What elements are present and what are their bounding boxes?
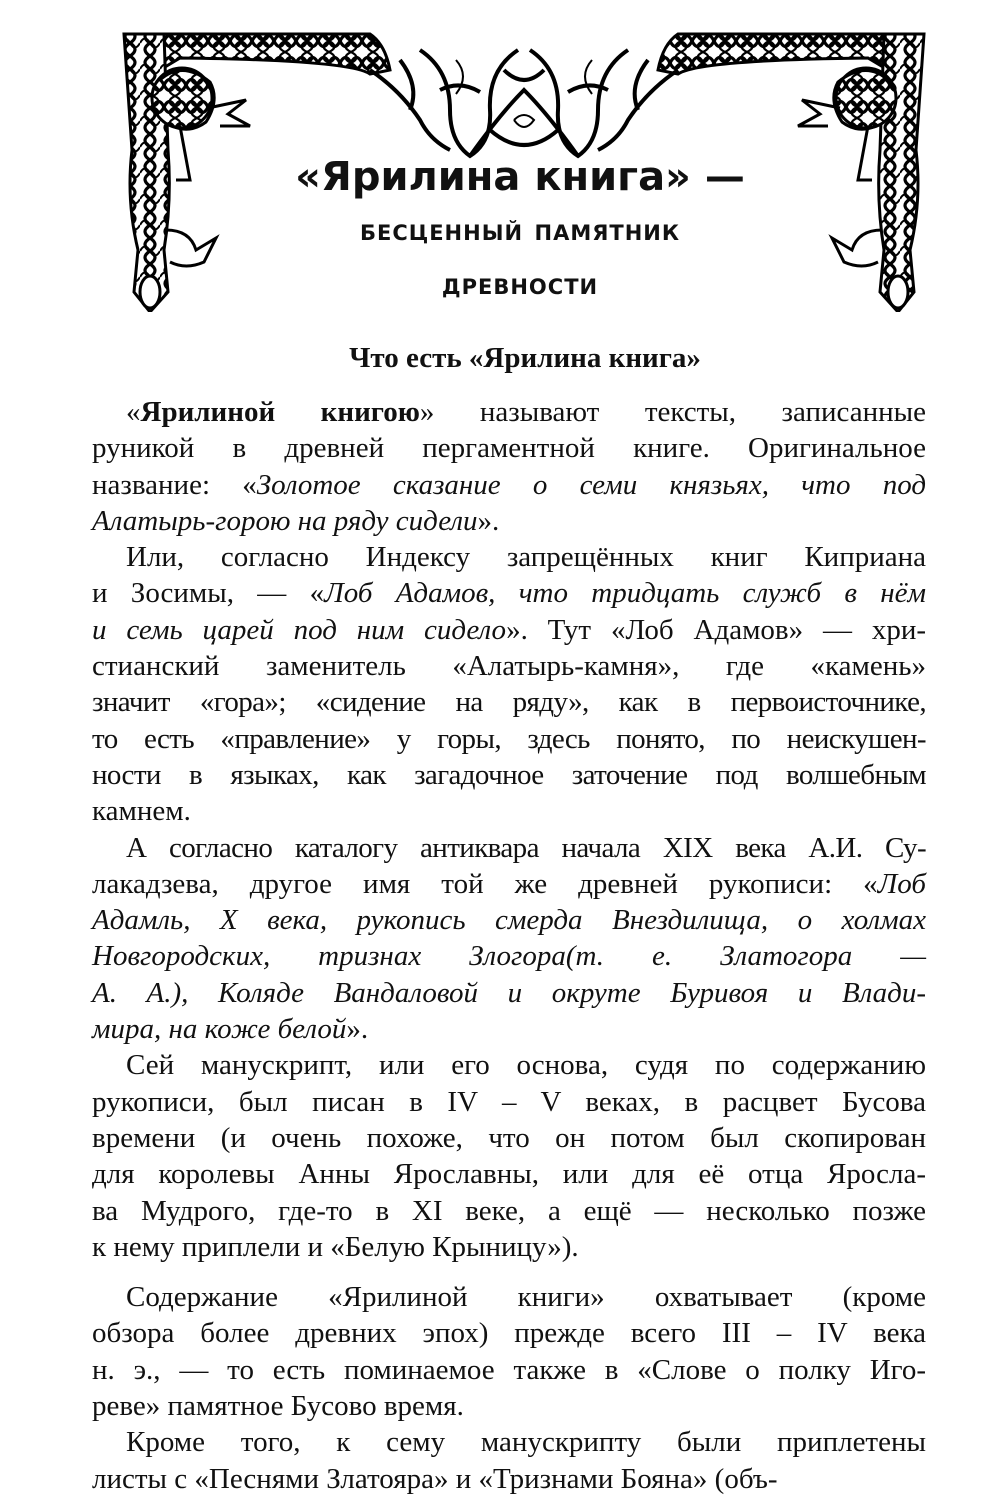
italic-quote-text: А. А.), Коляде Вандаловой и окруте Буривоя и Влади- [92,976,926,1009]
paragraph [92,830,926,1048]
text-run: Сей манускрипт, или его основа, судя по содержанию [126,1049,926,1082]
chapter-title-line-3: древности [441,267,599,302]
text-run: стианский заменитель «Алатырь-камня», где «камень» [92,650,926,683]
text-run: ва Мудрого, где-то в XI веке, а ещё — несколько позже [92,1194,926,1227]
text-line [92,394,926,430]
text-line [92,721,926,757]
text-line [92,1229,926,1265]
text-run: листы с «Песнями Златояра» и «Тризнами Бояна» (объ- [92,1462,778,1495]
text-run: к нему приплели и «Белую Крыницу»). [92,1230,579,1263]
text-run: н. э., — то есть поминаемое также в «Слове о полку Иго- [92,1353,926,1386]
text-run: рукописи, был писан в IV – V веках, в расцвет Бусова [92,1085,926,1118]
section-heading: Что есть «Ярилина книга» [349,342,701,374]
body-text [92,394,926,1497]
text-run: Кроме того, к сему манускрипту были приплетены [126,1426,926,1459]
text-run: камнем. [92,795,191,828]
text-line [92,1084,926,1120]
text-line [92,612,926,648]
text-run: значит «гора»; «сидение на ряду», как в первоисточнике, [92,686,926,719]
chapter-title-line-1: «Ярилина книга» — [295,154,745,200]
text-run: А согласно каталогу антиквара начала XIX века А.И. Су- [126,831,926,864]
text-run: ». [477,504,500,537]
text-line [92,1011,926,1047]
text-line [92,467,926,503]
text-run: название: « [92,468,257,501]
text-line [92,1156,926,1192]
text-line [92,902,926,938]
text-line [92,1120,926,1156]
text-line [92,539,926,575]
bold-term-text: Ярилиной книгою [140,396,420,428]
text-run: Содержание «Ярилиной книги» охватывает (кроме [126,1281,926,1314]
paragraph [92,1279,926,1424]
text-line [92,1424,926,1460]
text-line [92,648,926,684]
text-run: то есть «правление» у горы, здесь понято, по неискушен- [92,722,926,755]
text-line [92,575,926,611]
italic-quote-text: мира, на коже белой [92,1013,347,1046]
text-run: обзора более древних эпох) прежде всего III – IV века [92,1317,926,1350]
paragraph [92,394,926,539]
text-line [92,1193,926,1229]
text-run: « [126,396,141,428]
italic-quote-text: Лоб Адамов, что тридцать служб в нём [324,577,926,610]
text-run: Или, согласно Индексу запрещённых книг Киприана [126,541,926,574]
text-run: ». [346,1013,369,1046]
paragraph [92,1047,926,1265]
text-line [92,1461,926,1497]
italic-quote-text: Новгородских, тризнах Злогора(т. е. Златогора — [92,940,926,973]
italic-quote-text: Адамль, X века, рукопись смерда Внездилища, о холмах [92,904,926,937]
text-line [92,1047,926,1083]
text-run: и Зосимы, — « [92,577,325,610]
text-run: для королевы Анны Ярославны, или для её отца Яросла- [92,1158,926,1191]
text-line [92,430,926,466]
text-run: реве» памятное Бусово время. [92,1390,464,1423]
text-line [92,830,926,866]
italic-quote-text: Алатырь-горою на ряду сидели [92,504,478,537]
text-run: » называют тексты, записанные [419,396,926,428]
chapter-title [240,150,800,312]
text-line [92,1388,926,1424]
text-line [92,684,926,720]
text-run: ности в языках, как загадочное заточение под волшебным [92,758,926,791]
italic-quote-text: и семь царей под ним сидело [92,613,507,646]
text-run: руникой в древней пергаментной книге. Оригинальное [92,432,926,465]
text-run: времени (и очень похоже, что он потом был скопирован [92,1121,926,1154]
italic-quote-text: Лоб [877,867,926,900]
text-line [92,757,926,793]
paragraph [92,539,926,829]
italic-quote-text: Золотое сказание о семи князьях, что под [256,468,926,501]
text-line [92,503,926,539]
chapter-title-line-2: бесценный памятник [359,213,681,248]
paragraph [92,1424,926,1497]
text-line [92,1352,926,1388]
text-line [92,866,926,902]
text-line [92,793,926,829]
text-line [92,975,926,1011]
text-line [92,1279,926,1315]
text-run: ». Тут «Лоб Адамов» — хри- [506,613,927,646]
text-run: лакадзева, другое имя той же древней рукописи: « [92,867,878,900]
text-line [92,938,926,974]
text-line [92,1315,926,1351]
